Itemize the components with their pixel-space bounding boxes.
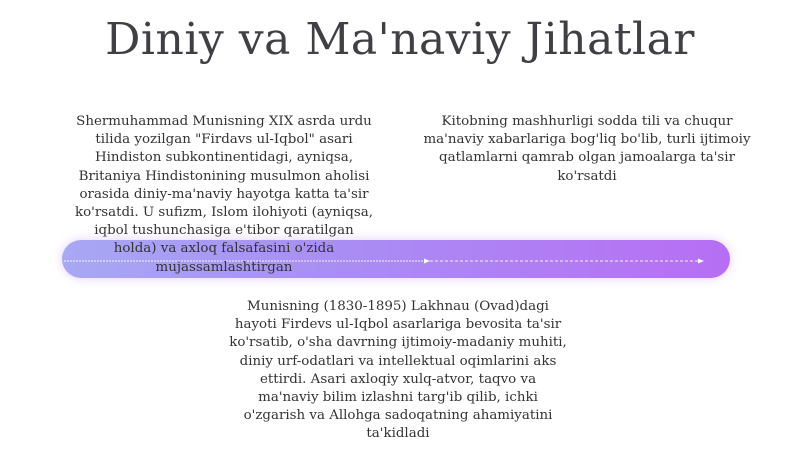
text-block-bottom: Munisning (1830-1895) Lakhnau (Ovad)dagi hayoti Firdevs ul-Iqbol asarlariga bevosita ta'sir ko'rsatib, o'sha davrning ijtimoiy-madaniy muhiti, diniy urf-odatlari va intellektual oqimlarini aks ettirdi. Asari axloqiy xulq-atvor, taqvo va ma'naviy bilim izlashni targ'ib qilib, ichki o'zgarish va Allohga sadoqatning ahamiyatini ta'kidladi xyxy=(229,299,567,442)
page-title: Diniy va Ma'naviy Jihatlar xyxy=(105,14,695,65)
text-block-left: Shermuhammad Munisning XIX asrda urdu tilida yozilgan "Firdavs ul-Iqbol" asari Hindiston subkontinentidagi, ayniqsa, Britaniya Hindistonining musulmon aholisi orasida diniy-ma'naviy hayotga katta ta'sir ko'rsatdi. U sufizm, Islom ilohiyoti (ayniqsa, iqbol tushunchasiga e'tibor qaratilgan holda) va axloq falsafasini o'zida mujassamlashtirgan xyxy=(74,114,373,275)
text-block-right: Kitobning mashhurligi sodda tili va chuqur ma'naviy xabarlariga bog'liq bo'lib, turli ijtimoiy qatlamlarni qamrab olgan jamoalarga ta'sir ko'rsatdi xyxy=(423,114,751,184)
